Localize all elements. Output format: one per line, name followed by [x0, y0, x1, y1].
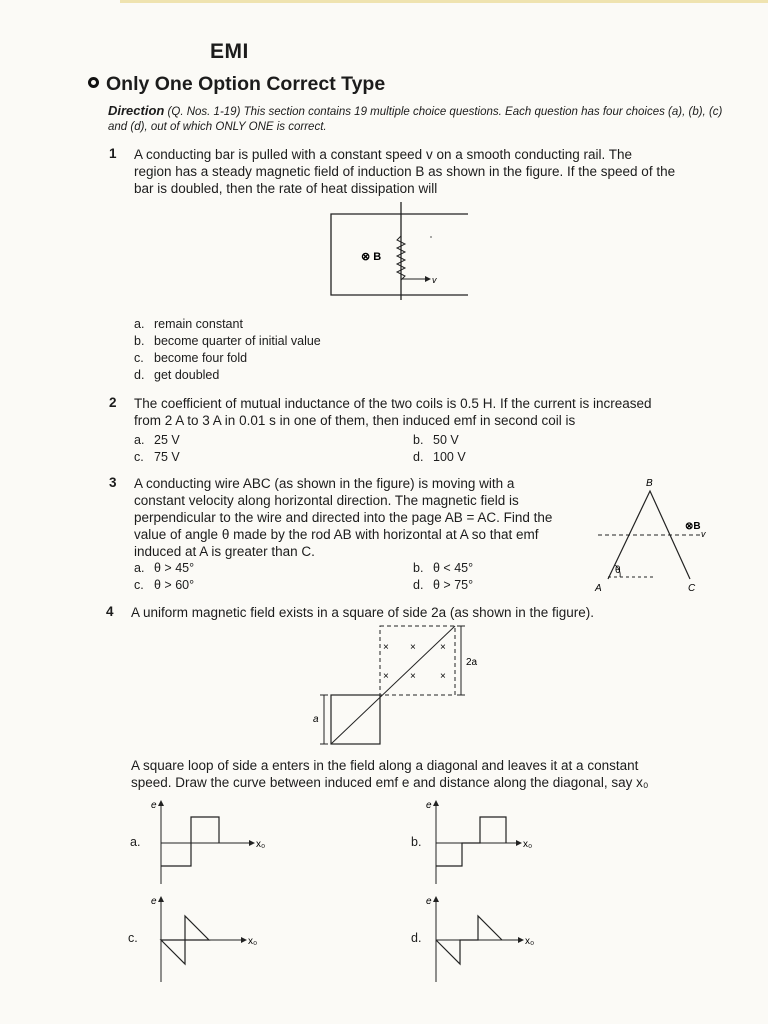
question-line: A conducting bar is pulled with a constant speed v on a smooth conducting rail. The: [134, 147, 633, 162]
question-line: from 2 A to 3 A in 0.01 s in one of them, then induced emf in second coil is: [134, 413, 576, 428]
question-line: The coefficient of mutual inductance of the two coils is 0.5 H. If the current is increased: [134, 396, 652, 411]
question-text: [134, 146, 734, 197]
x-axis-label: x₀: [525, 936, 535, 947]
question-text: [134, 475, 604, 560]
option-a: a. θ > 45°: [134, 561, 195, 575]
point-c-label: C: [688, 583, 696, 594]
q3-wire-figure: [590, 474, 715, 596]
direction-text: (Q. Nos. 1-19) This section contains 19 multiple choice questions. Each question has four choices (a), (b), (c) and (d), out of which ONLY ONE is correct.: [108, 106, 723, 133]
option-c: c. become four fold: [134, 351, 248, 365]
option-b: b. θ < 45°: [413, 561, 474, 575]
arrowhead-icon: [249, 840, 255, 846]
cross-mark: ×: [440, 671, 446, 682]
direction-block: [108, 103, 728, 135]
arrowhead-icon: [433, 800, 439, 806]
option-a-graph: [145, 796, 275, 886]
field-side-label: 2a: [466, 657, 478, 668]
cross-mark: ×: [383, 642, 389, 653]
cross-mark: ×: [410, 642, 416, 653]
question-line: A conducting wire ABC (as shown in the figure) is moving with a: [134, 476, 515, 491]
cross-mark: ×: [410, 671, 416, 682]
arrowhead-icon: [516, 840, 522, 846]
emf-curve: [161, 916, 209, 964]
top-edge-line: [120, 0, 768, 3]
question-line: perpendicular to the wire and directed into the page AB = AC. Find the: [134, 510, 553, 525]
arrowhead-icon: [241, 937, 247, 943]
loop-side-label: a: [313, 714, 319, 725]
question-number: 1: [109, 146, 117, 161]
question-number: 4: [106, 604, 114, 619]
cross-mark: ×: [383, 671, 389, 682]
arrowhead-icon: [433, 896, 439, 902]
arrowhead-icon: [518, 937, 524, 943]
y-axis-label: e: [426, 896, 432, 907]
option-a-letter: a.: [130, 835, 141, 849]
question-line: induced at A is greater than C.: [134, 544, 315, 559]
field-label: ⊗ B: [361, 251, 382, 263]
velocity-label: v: [701, 529, 706, 539]
cross-mark: ×: [440, 642, 446, 653]
diagonal-line: [331, 626, 455, 744]
emf-curve: [436, 817, 506, 866]
arrowhead-icon: [425, 276, 431, 282]
question-number: 2: [109, 395, 117, 410]
option-d: d. 100 V: [413, 450, 466, 464]
option-a: a. remain constant: [134, 317, 243, 331]
field-label: ⊗B: [685, 521, 701, 532]
point-b-label: B: [646, 478, 653, 489]
question-text: [131, 757, 741, 791]
arrowhead-icon: [158, 800, 164, 806]
question-line: value of angle θ made by the rod AB with horizontal at A so that emf: [134, 527, 539, 542]
y-axis-label: e: [151, 800, 157, 811]
option-d-graph: [420, 892, 550, 986]
option-d: d. θ > 75°: [413, 578, 474, 592]
option-a: a. 25 V: [134, 433, 180, 447]
q4-field-figure: [300, 622, 500, 750]
theta-label: θ: [615, 565, 621, 576]
emf-curve: [161, 817, 219, 866]
section-title: Only One Option Correct Type: [106, 73, 386, 95]
x-axis-label: x₀: [248, 936, 258, 947]
question-line: region has a steady magnetic field of induction B as shown in the figure. If the speed of the: [134, 164, 676, 179]
option-c: c. 75 V: [134, 450, 180, 464]
y-axis-label: e: [426, 800, 432, 811]
option-d: d. get doubled: [134, 368, 220, 382]
y-axis-label: e: [151, 896, 157, 907]
section-heading: [88, 73, 385, 96]
question-number: 3: [109, 475, 117, 490]
point-a-label: A: [595, 583, 602, 594]
option-d-letter: d.: [411, 931, 422, 945]
question-line: bar is doubled, then the rate of heat dissipation will: [134, 181, 438, 196]
option-b-graph: [420, 796, 550, 886]
arrowhead-icon: [158, 896, 164, 902]
option-c: c. θ > 60°: [134, 578, 195, 592]
q1-rail-figure: [325, 200, 475, 302]
option-b-letter: b.: [411, 835, 422, 849]
x-axis-label: x₀: [256, 839, 266, 850]
x-axis-label: x₀: [523, 839, 533, 850]
direction-label: Direction: [108, 103, 165, 118]
option-b: b. 50 V: [413, 433, 459, 447]
options-list: [134, 316, 321, 384]
question-line: speed. Draw the curve between induced emf e and distance along the diagonal, say x₀: [131, 775, 649, 790]
option-b: b. become quarter of initial value: [134, 334, 321, 348]
question-line: A uniform magnetic field exists in a square of side 2a (as shown in the figure).: [131, 605, 594, 620]
question-text: [134, 395, 734, 429]
question-line: A square loop of side a enters in the field along a diagonal and leaves it at a constant: [131, 758, 639, 773]
chapter-title: EMI: [210, 40, 249, 63]
option-c-graph: [145, 892, 275, 986]
bullet-icon: [88, 77, 99, 88]
velocity-label: v: [432, 275, 437, 285]
question-line: constant velocity along horizontal direction. The magnetic field is: [134, 493, 519, 508]
option-c-letter: c.: [128, 931, 138, 945]
